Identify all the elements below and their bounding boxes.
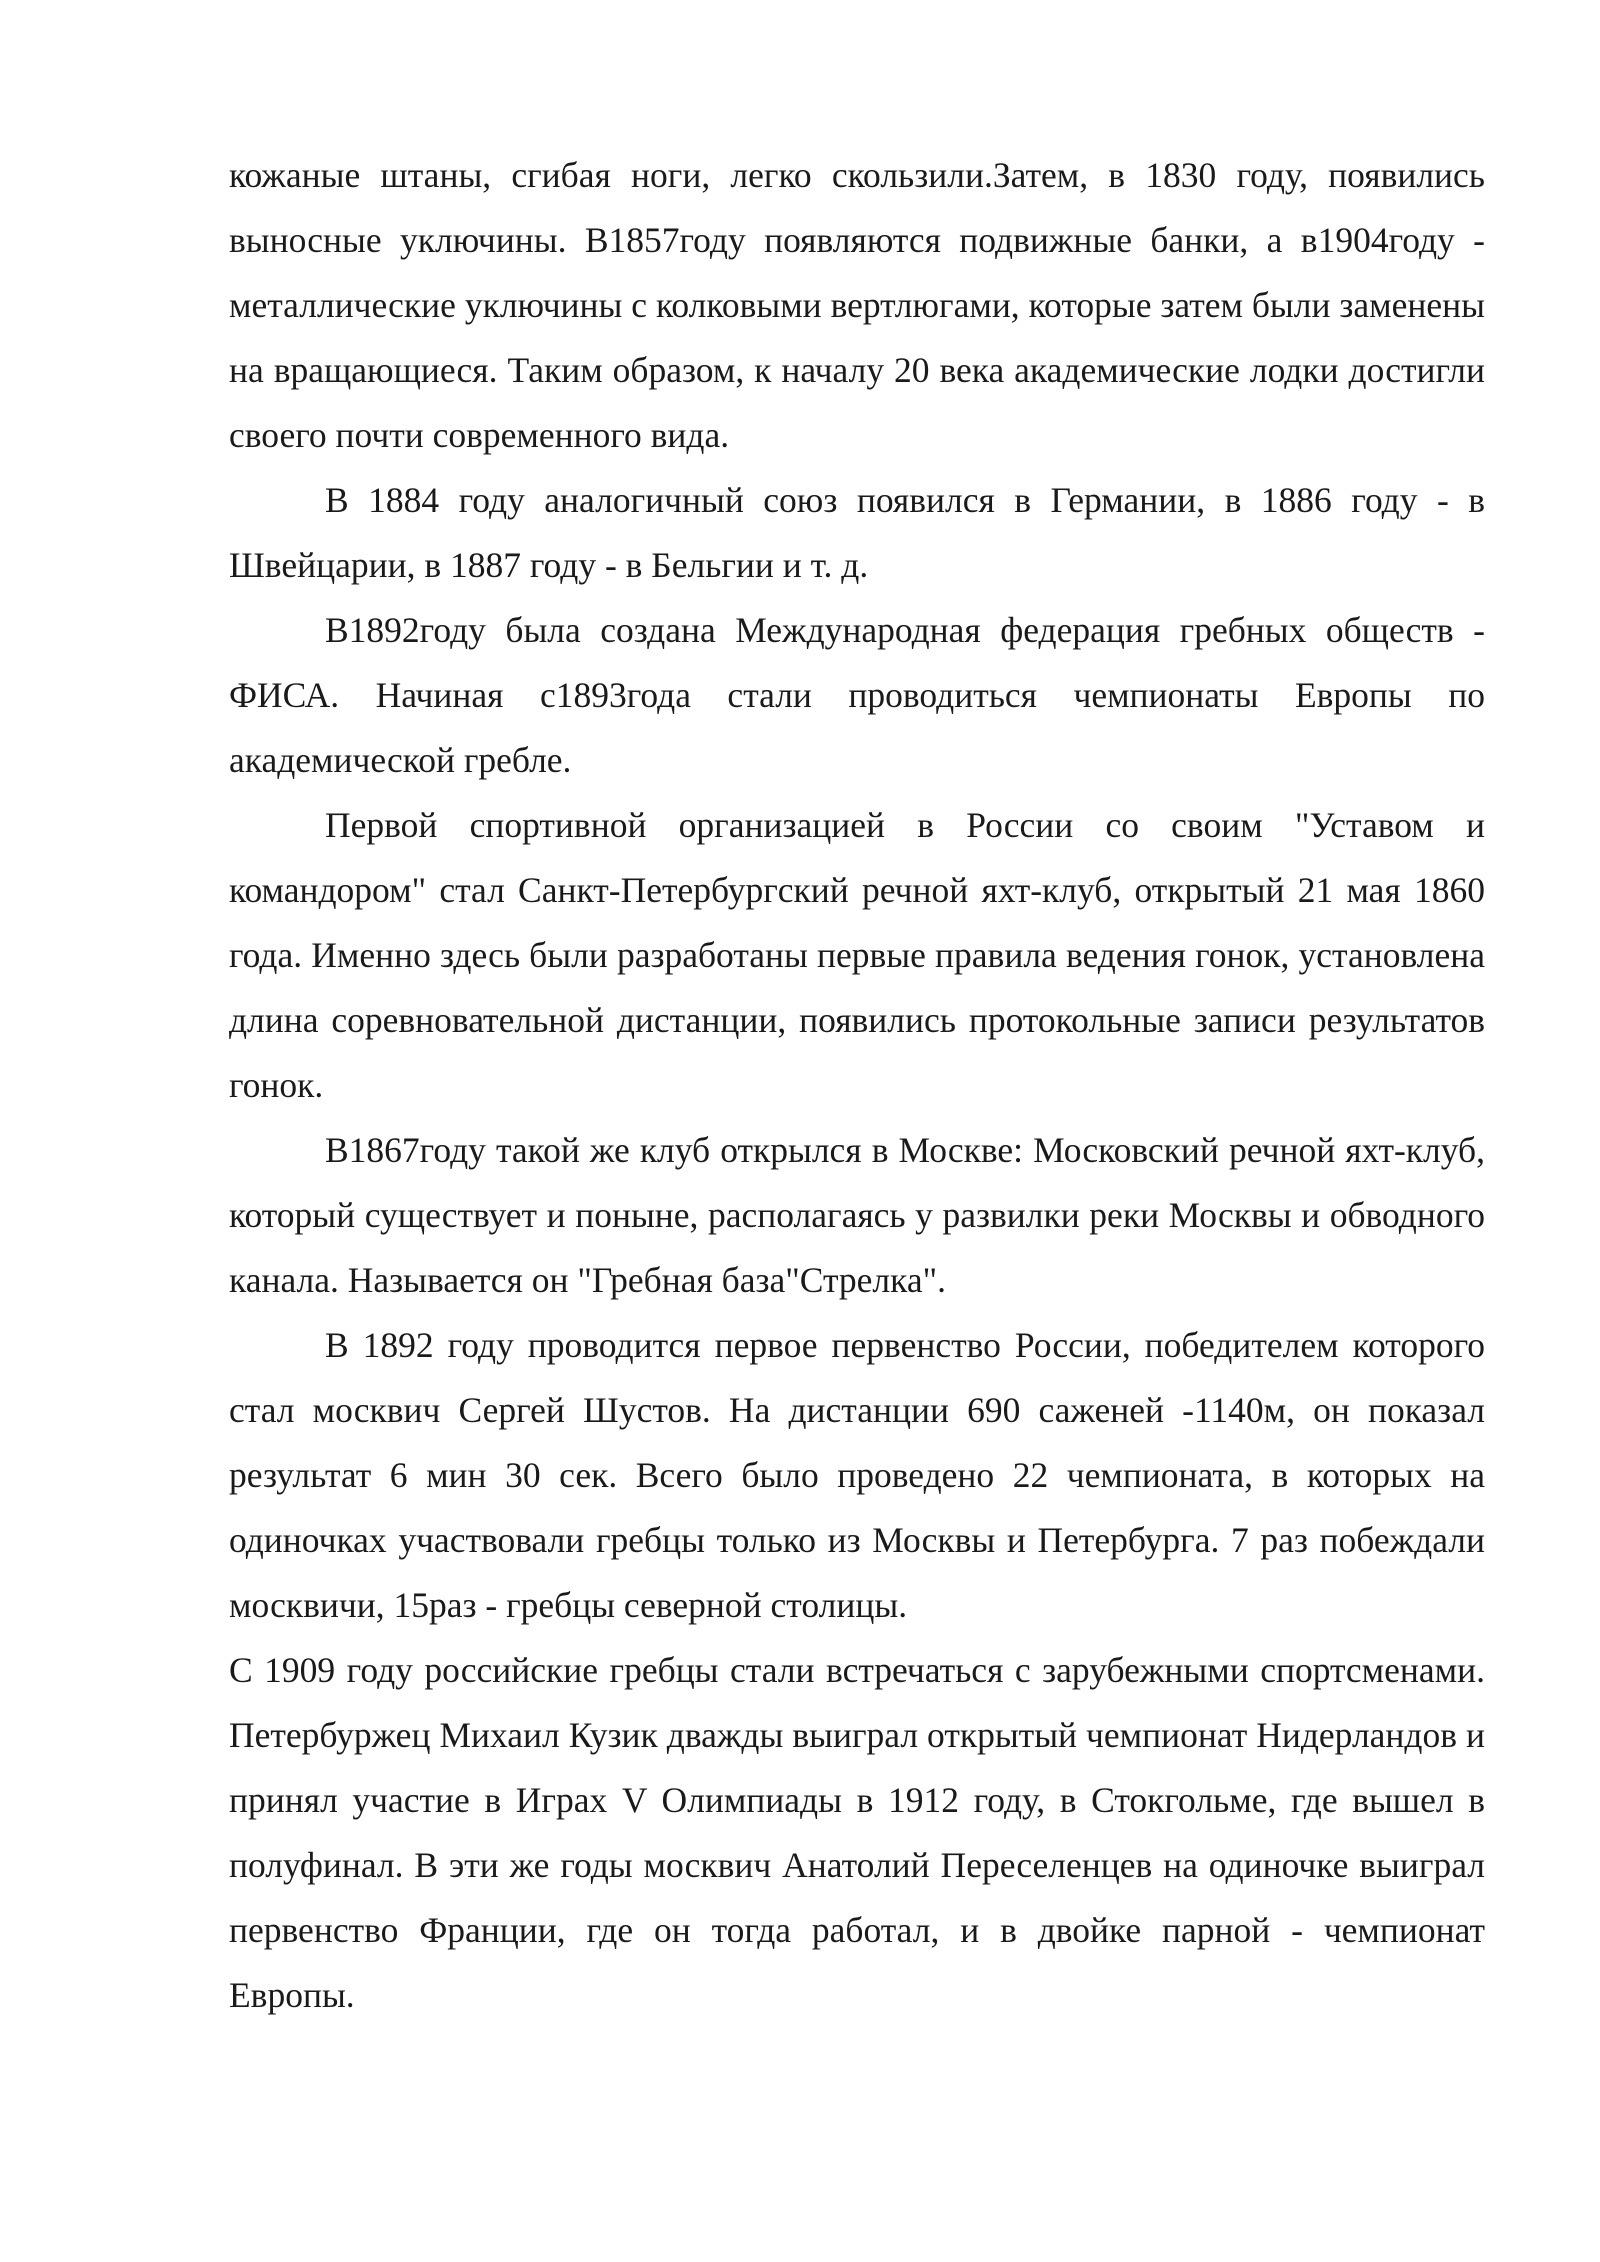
paragraph-unions-1884: В 1884 году аналогичный союз появился в Германии, в 1886 году - в Швейцарии, в 1887 году - в Бельгии и т. д.: [229, 480, 1485, 585]
paragraph-international-1909: С 1909 году российские гребцы стали встречаться с зарубежными спортсменами. Петербуржец Михаил Кузик дважды выиграл открытый чемпионат Нидерландов и принял участие в Играх V Олимпиады в 1912 году, в Стокгольме, где вышел в полуфинал. В эти же годы москвич Анатолий Переселенцев на одиночке выиграл первенство Франции, где он тогда работал, и в двойке парной - чемпионат Европы.: [229, 1650, 1485, 2015]
document-body: [229, 143, 1485, 2028]
paragraph-fisa-1892: В1892году была создана Международная федерация гребных обществ - ФИСА. Начиная с1893года стали проводиться чемпионаты Европы по академической гребле.: [229, 610, 1485, 780]
paragraph-moscow-yacht-club: В1867году такой же клуб открылся в Москве: Московский речной яхт-клуб, который существует и поныне, располагаясь у развилки реки Москвы и обводного канала. Называется он "Гребная база"Стрелка".: [229, 1130, 1485, 1300]
paragraph-petersburg-yacht-club: Первой спортивной организацией в России со своим "Уставом и командором" стал Санкт-Петербургский речной яхт-клуб, открытый 21 мая 1860 года. Именно здесь были разработаны первые правила ведения гонок, установлена длина соревновательной дистанции, появились протокольные записи результатов гонок.: [229, 805, 1485, 1105]
paragraph-boat-history: кожаные штаны, сгибая ноги, легко скользили.Затем, в 1830 году, появились выносные уключины. В1857году появляются подвижные банки, а в1904году - металлические уключины с колковыми вертлюгами, которые затем были заменены на вращающиеся. Таким образом, к началу 20 века академические лодки достигли своего почти современного вида.: [229, 155, 1485, 455]
paragraph-first-championship: В 1892 году проводится первое первенство России, победителем которого стал москвич Сергей Шустов. На дистанции 690 саженей -1140м, он показал результат 6 мин 30 сек. Всего было проведено 22 чемпионата, в которых на одиночках участвовали гребцы только из Москвы и Петербурга. 7 раз побеждали москвичи, 15раз - гребцы северной столицы.: [229, 1325, 1485, 1625]
